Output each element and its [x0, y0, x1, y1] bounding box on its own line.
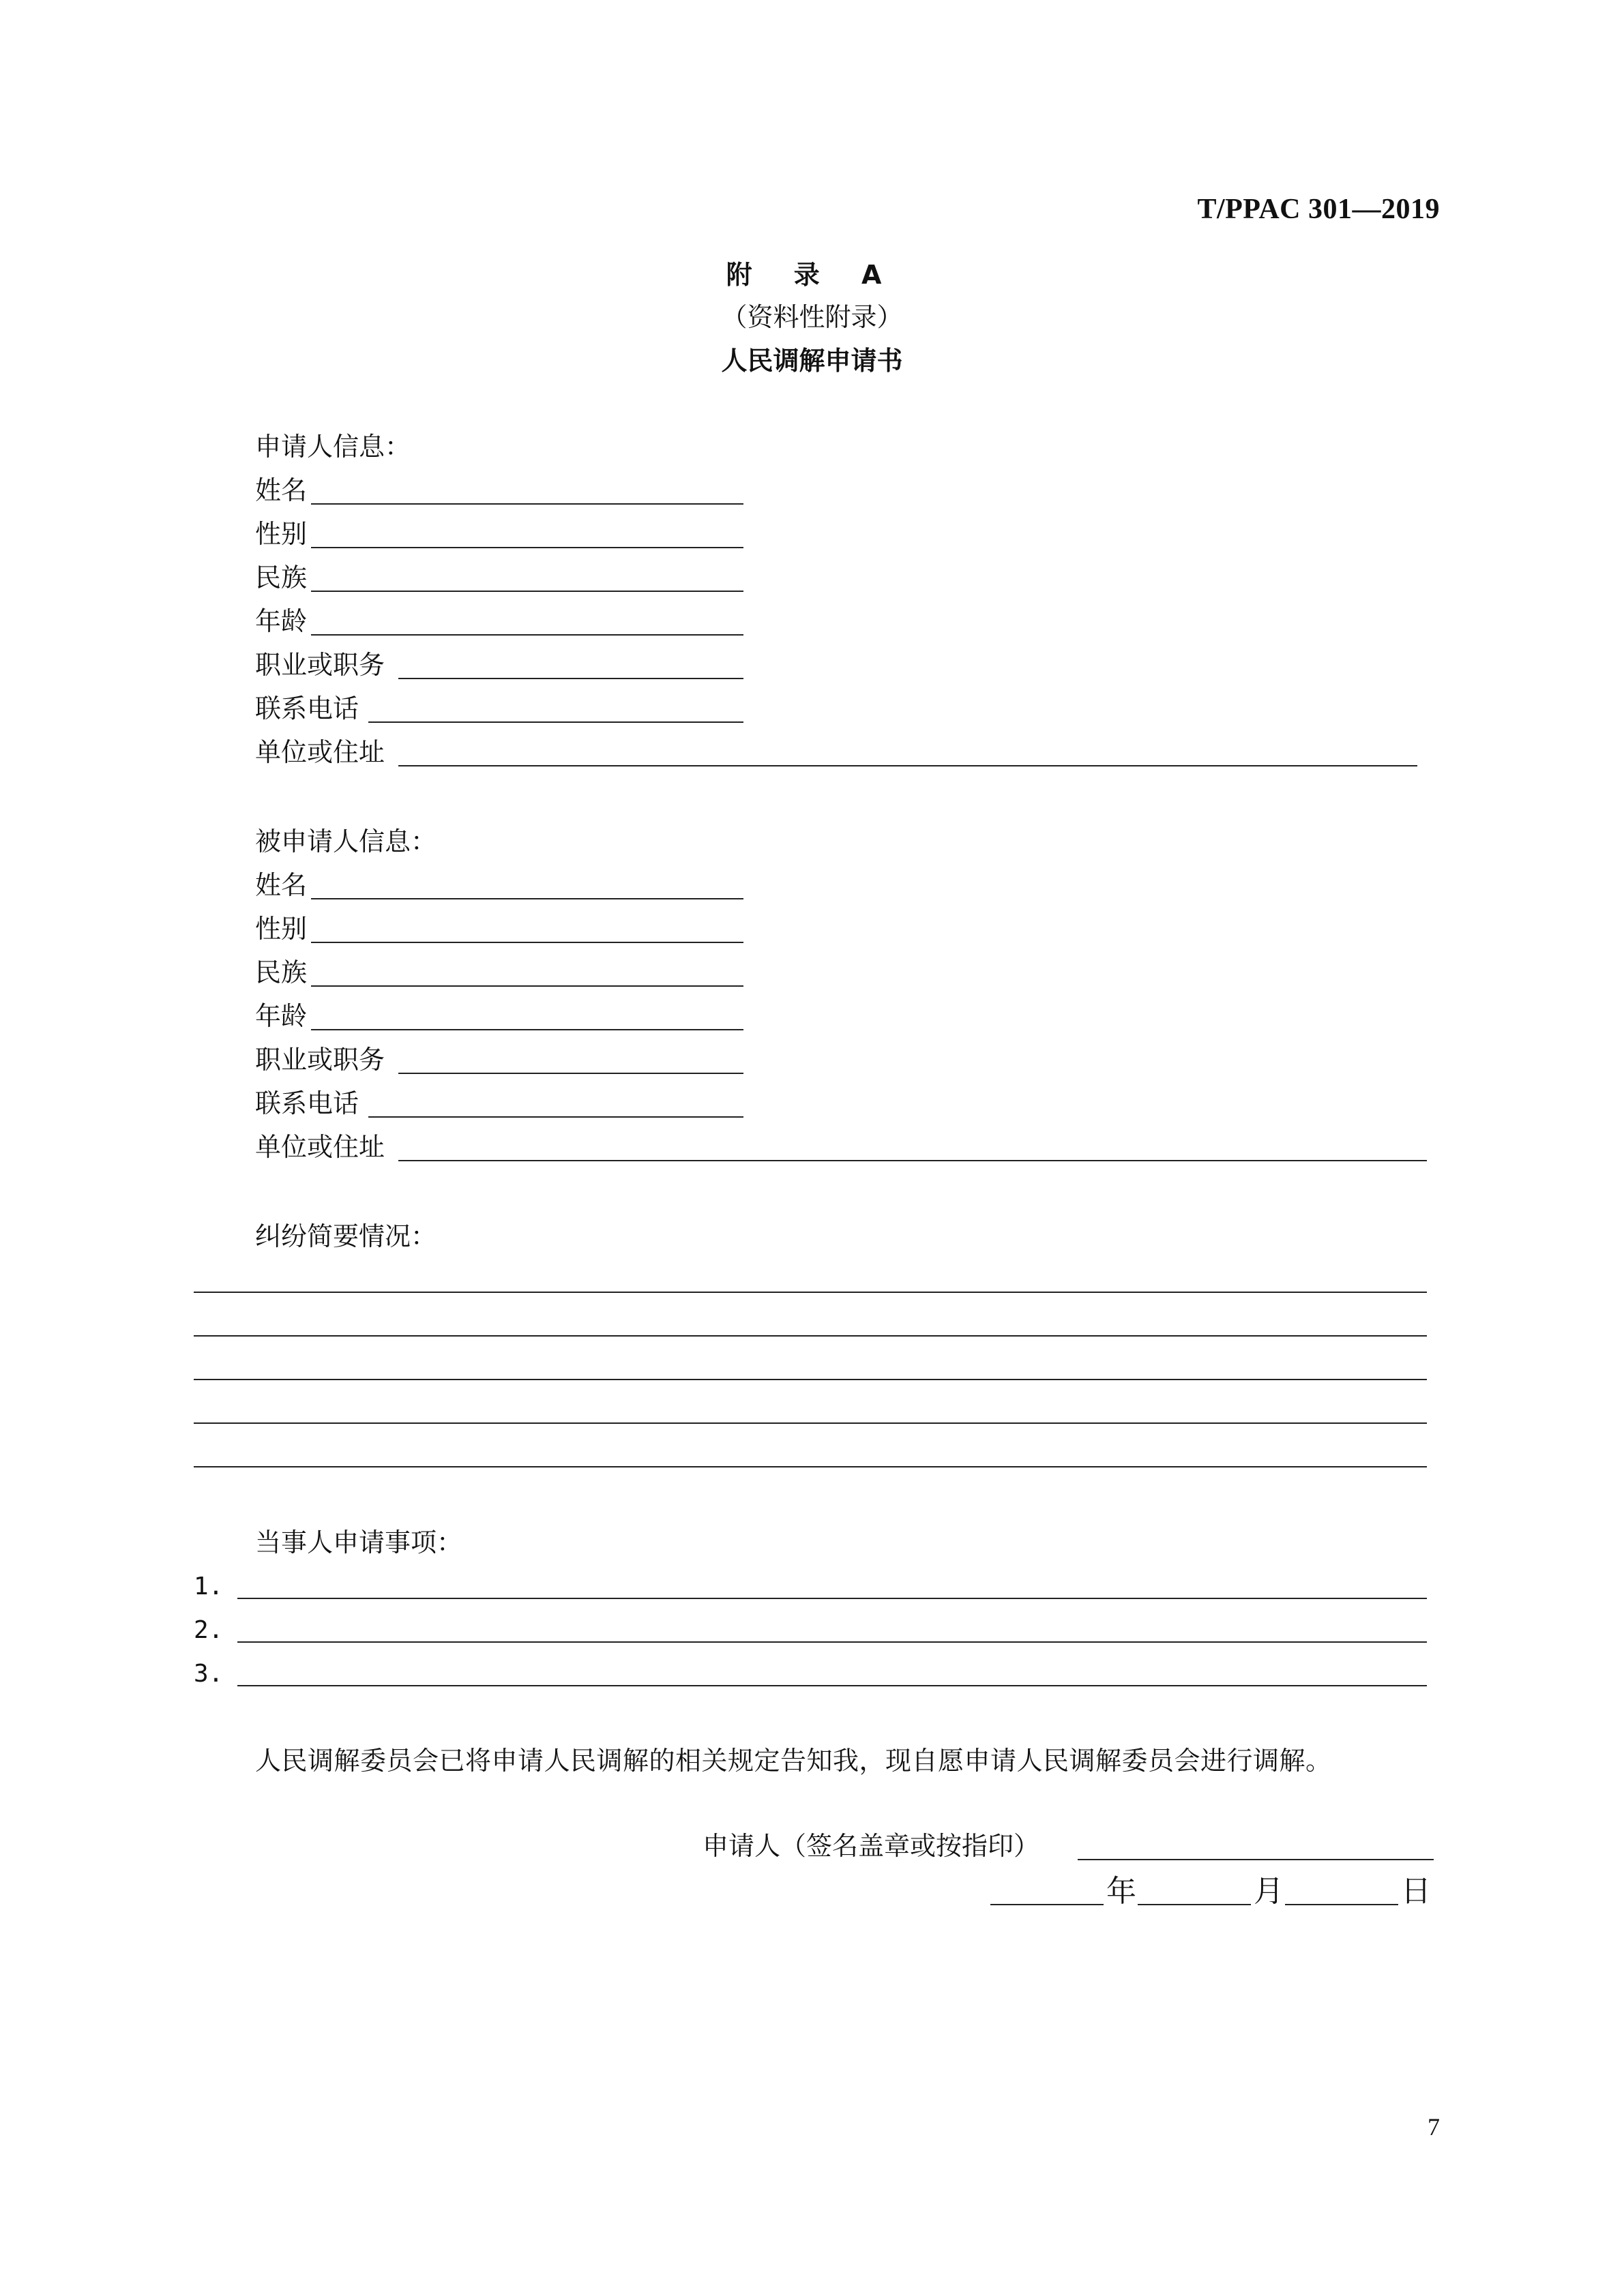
declaration-text: 人民调解委员会已将申请人民调解的相关规定告知我，现自愿申请人民调解委员会进行调解。	[255, 1746, 1332, 1776]
respondent-name-label: 姓名	[255, 870, 308, 900]
applicant-occupation-field[interactable]	[398, 678, 743, 679]
month-label: 月	[1254, 1874, 1284, 1909]
request-line-3[interactable]	[237, 1685, 1427, 1686]
appendix-type: （资料性附录）	[721, 302, 903, 332]
standard-code: T/PPAC 301—2019	[1197, 194, 1440, 225]
applicant-age-label: 年龄	[255, 606, 308, 636]
page-number: 7	[1428, 2113, 1440, 2141]
dispute-line[interactable]	[194, 1335, 1427, 1337]
respondent-phone-label: 联系电话	[255, 1088, 359, 1118]
dispute-line[interactable]	[194, 1422, 1427, 1424]
dispute-heading: 纠纷简要情况：	[255, 1221, 437, 1251]
respondent-occupation-label: 职业或职务	[255, 1045, 385, 1075]
applicant-phone-label: 联系电话	[255, 694, 359, 724]
applicant-heading: 申请人信息：	[255, 432, 411, 462]
respondent-age-label: 年龄	[255, 1001, 308, 1031]
respondent-gender-field[interactable]	[311, 942, 743, 943]
applicant-name-label: 姓名	[255, 475, 308, 505]
respondent-address-label: 单位或住址	[255, 1132, 385, 1162]
month-field[interactable]	[1138, 1904, 1251, 1905]
applicant-occupation-label: 职业或职务	[255, 650, 385, 680]
applicant-address-field[interactable]	[398, 765, 1417, 766]
request-line-2[interactable]	[237, 1641, 1427, 1643]
applicant-ethnicity-field[interactable]	[311, 591, 743, 592]
day-field[interactable]	[1285, 1904, 1398, 1905]
respondent-heading: 被申请人信息：	[255, 826, 437, 856]
applicant-ethnicity-label: 民族	[255, 563, 308, 593]
year-field[interactable]	[990, 1904, 1104, 1905]
respondent-phone-field[interactable]	[368, 1116, 743, 1118]
signature-label: 申请人（签名盖章或按指印）	[703, 1831, 1040, 1861]
applicant-address-label: 单位或住址	[255, 737, 385, 767]
form-title: 人民调解申请书	[721, 346, 903, 376]
request-number: 2.	[194, 1616, 224, 1644]
requests-heading: 当事人申请事项：	[255, 1527, 463, 1557]
dispute-line[interactable]	[194, 1466, 1427, 1467]
dispute-line[interactable]	[194, 1292, 1427, 1293]
year-label: 年	[1106, 1874, 1136, 1909]
applicant-name-field[interactable]	[311, 503, 743, 505]
request-number: 3.	[194, 1660, 224, 1688]
signature-field[interactable]	[1078, 1859, 1434, 1860]
applicant-age-field[interactable]	[311, 634, 743, 636]
applicant-gender-field[interactable]	[311, 547, 743, 548]
day-label: 日	[1401, 1874, 1431, 1909]
applicant-gender-label: 性别	[255, 519, 308, 549]
respondent-gender-label: 性别	[255, 914, 308, 944]
applicant-phone-field[interactable]	[368, 721, 743, 723]
respondent-name-field[interactable]	[311, 898, 743, 899]
request-line-1[interactable]	[237, 1598, 1427, 1599]
dispute-line[interactable]	[194, 1379, 1427, 1380]
respondent-age-field[interactable]	[311, 1029, 743, 1030]
appendix-title: 附 录 A	[726, 260, 898, 290]
request-number: 1.	[194, 1572, 224, 1600]
respondent-ethnicity-field[interactable]	[311, 985, 743, 987]
respondent-ethnicity-label: 民族	[255, 957, 308, 987]
respondent-occupation-field[interactable]	[398, 1073, 743, 1074]
respondent-address-field[interactable]	[398, 1160, 1427, 1161]
